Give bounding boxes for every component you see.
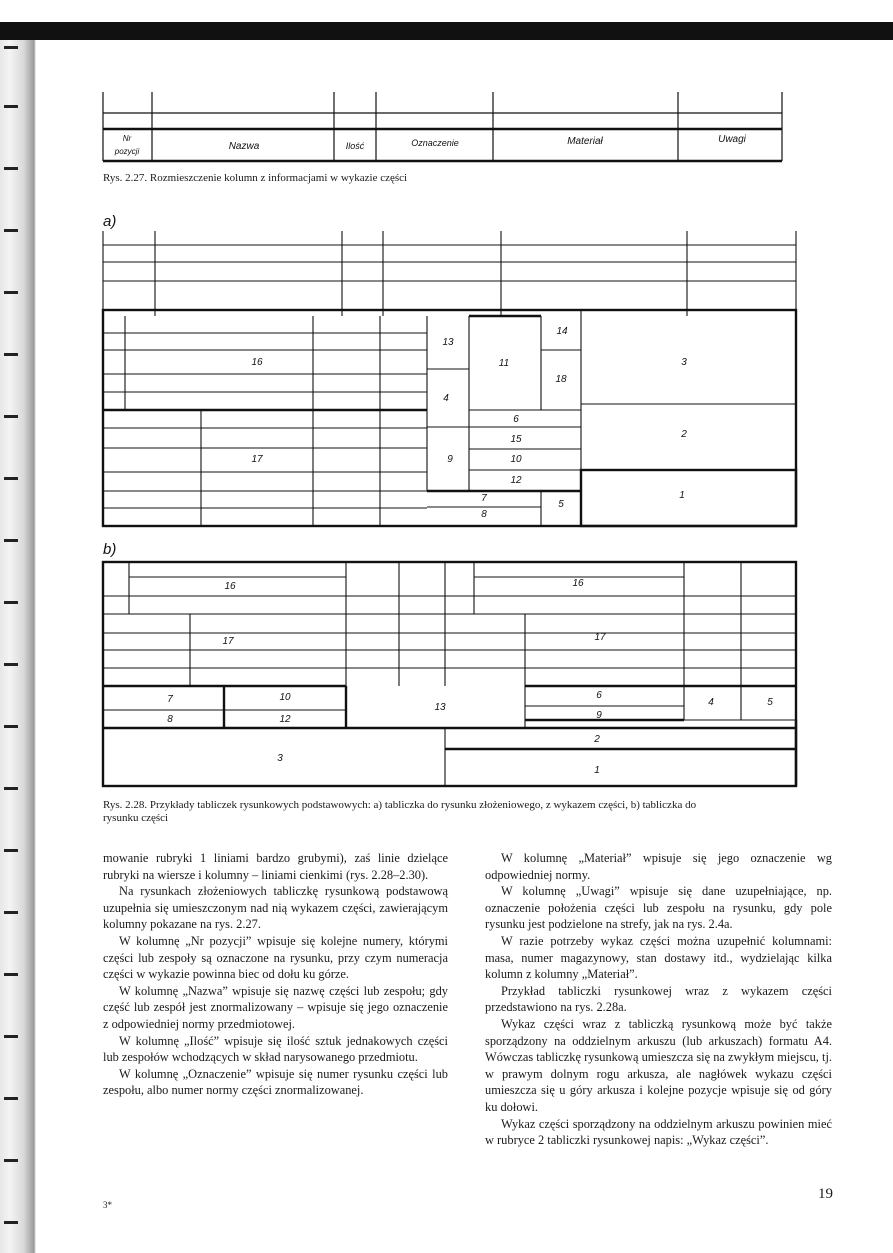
right-paragraph-1: W kolumnę „Materiał” wpisuje się jego oznaczenie wg odpowiedniej normy. bbox=[485, 851, 832, 882]
field-a-2: 2 bbox=[681, 429, 687, 440]
field-a-5: 5 bbox=[558, 499, 564, 510]
header-ilosc-label: Ilość bbox=[345, 141, 365, 151]
right-paragraph-6: Wykaz części sporządzony na oddzielnym arkuszu powinien mieć w rubryce 2 tabliczki rysunkowej napis: „Wykaz części”. bbox=[485, 1116, 832, 1148]
field-b-9: 9 bbox=[596, 710, 602, 721]
field-b-4: 4 bbox=[708, 697, 714, 708]
field-a-3: 3 bbox=[681, 357, 687, 368]
header-pozycji-label: pozycji bbox=[114, 147, 140, 156]
left-paragraph-5: W kolumnę „Ilość” wpisuje się ilość sztuk jednakowych części lub zespołów wchodzących w skład narysowanego przedmiotu. bbox=[103, 1033, 448, 1065]
field-b-8: 8 bbox=[167, 714, 173, 725]
field-a-6: 6 bbox=[513, 414, 519, 425]
right-paragraph-3: W razie potrzeby wykaz części można uzupełnić kolumnami: masa, numer magazynowy, stan dostawy itd., wydzielając kilka kolumn z kolumny „Materiał”. bbox=[485, 933, 832, 982]
figure-2-28b-title-block bbox=[0, 530, 893, 790]
field-a-16: 16 bbox=[251, 357, 263, 368]
left-paragraph-3: W kolumnę „Nr pozycji” wpisuje się kolejne numery, którymi części lub zespoły są oznaczone na rysunku, przy czym numeracja części w wykazie powinna biec od dołu ku górze. bbox=[103, 933, 448, 982]
caption-fig-2-28 bbox=[103, 799, 838, 825]
caption-fig-2-27: Rys. 2.27. Rozmieszczenie kolumn z informacjami w wykazie części bbox=[103, 172, 408, 184]
field-b-10: 10 bbox=[279, 692, 291, 703]
field-b-6: 6 bbox=[596, 690, 602, 701]
field-a-13: 13 bbox=[442, 337, 454, 348]
header-nazwa-label: Nazwa bbox=[228, 141, 260, 152]
left-text-column bbox=[103, 850, 448, 1099]
field-a-14: 14 bbox=[556, 326, 568, 337]
page-number: 19 bbox=[818, 1186, 833, 1202]
figure-label-b: b) bbox=[103, 541, 117, 558]
left-paragraph-6: W kolumnę „Oznaczenie” wpisuje się numer rysunku części lub zespołu, albo numer normy części znormalizowanej. bbox=[103, 1066, 448, 1098]
caption-fig-2-28-line1: Rys. 2.28. Przykłady tabliczek rysunkowych podstawowych: a) tabliczka do rysunku złożeniowego, z wykazem części, b) tabliczka do bbox=[103, 799, 697, 811]
field-a-18: 18 bbox=[555, 374, 567, 385]
field-b-17-right: 17 bbox=[594, 632, 606, 643]
field-a-10: 10 bbox=[510, 454, 522, 465]
field-b-16-left: 16 bbox=[224, 581, 236, 592]
left-paragraph-2: Na rysunkach złożeniowych tabliczkę rysunkową podstawową uzupełnia się umieszczonym nad nią wykazem części, zawierającym kolumny pokazane na rys. 2.27. bbox=[103, 884, 448, 932]
figure-2-28a-title-block bbox=[0, 0, 893, 540]
left-paragraph-4: W kolumnę „Nazwa” wpisuje się nazwę części lub zespołu; gdy część lub zespół jest znormalizowany – wpisuje się jego oznaczenie z odpowiedniej normy przedmiotowej. bbox=[103, 983, 448, 1031]
field-a-8: 8 bbox=[481, 509, 487, 520]
right-paragraph-2: W kolumnę „Uwagi” wpisuje się dane uzupełniające, np. oznaczenie położenia części lub zespołu na rysunku, gdy pole rysunku jest podzielone na strefy, jak na rys. 2.4a. bbox=[485, 884, 832, 932]
field-b-7: 7 bbox=[167, 694, 173, 705]
caption-fig-2-28-line2: rysunku części bbox=[103, 812, 169, 824]
header-uwagi-label: Uwagi bbox=[718, 134, 746, 145]
field-a-11: 11 bbox=[498, 358, 510, 369]
field-a-4: 4 bbox=[443, 393, 449, 404]
field-b-13: 13 bbox=[434, 702, 446, 713]
field-b-3: 3 bbox=[277, 753, 283, 764]
right-paragraph-4: Przykład tabliczki rysunkowej wraz z wykazem części przedstawiono na rys. 2.28a. bbox=[485, 983, 832, 1015]
header-nr-label: Nr bbox=[122, 134, 132, 143]
field-b-12: 12 bbox=[279, 714, 291, 725]
field-b-2: 2 bbox=[594, 734, 600, 745]
right-paragraph-5: Wykaz części wraz z tabliczką rysunkową może być także sporządzony na oddzielnym arkuszu (lub arkuszach) formatu A4. Wówczas tabliczkę rysunkową umieszcza się na zwykłym miejscu, tj. w prawym dolnym rogu arkusza, ale nagłówek wykazu części umieszcza się u góry arkusza i kolejne pozycje wpisuje się od góry ku dołowi. bbox=[485, 1016, 832, 1114]
field-b-1: 1 bbox=[594, 765, 600, 776]
left-paragraph-1: mowanie rubryki 1 liniami bardzo grubymi), zaś linie dzielące rubryki na wiersze i kolumny – liniami cienkimi (rys. 2.28–2.30). bbox=[103, 851, 448, 882]
field-b-17-left: 17 bbox=[222, 636, 234, 647]
field-a-17: 17 bbox=[251, 454, 263, 465]
field-a-12: 12 bbox=[510, 475, 522, 486]
field-a-15: 15 bbox=[510, 434, 522, 445]
field-b-5: 5 bbox=[767, 697, 773, 708]
figure-label-a: a) bbox=[103, 213, 117, 230]
field-a-9: 9 bbox=[447, 454, 453, 465]
field-a-7: 7 bbox=[481, 493, 487, 504]
right-text-column bbox=[485, 850, 832, 1149]
field-a-1: 1 bbox=[679, 490, 685, 501]
header-material-label: Materiał bbox=[567, 136, 603, 147]
sheet-mark: 3* bbox=[103, 1200, 112, 1210]
header-oznaczenie-label: Oznaczenie bbox=[411, 138, 459, 148]
field-b-16-right: 16 bbox=[572, 578, 584, 589]
